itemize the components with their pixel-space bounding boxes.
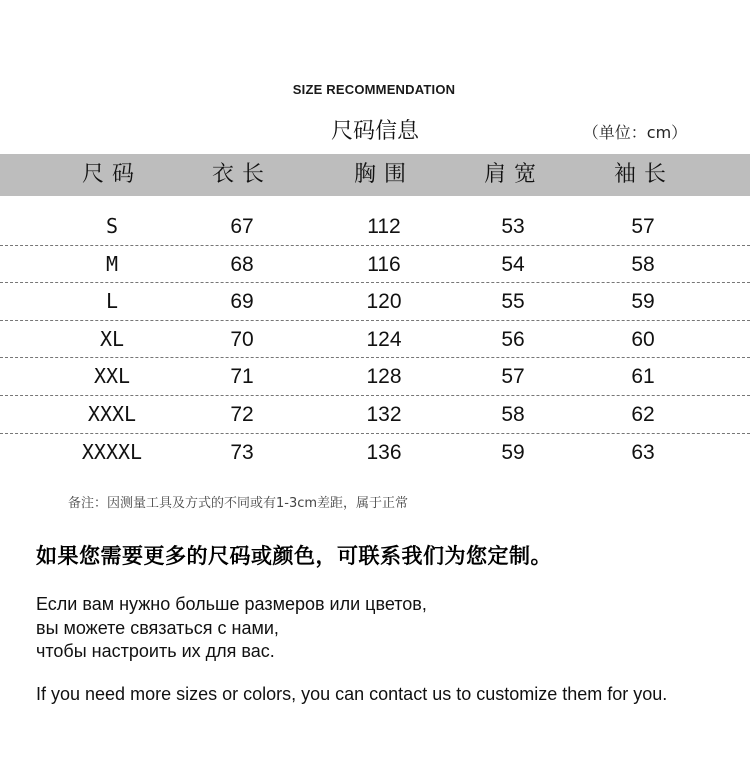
cell-shoulder: 53 bbox=[501, 215, 525, 238]
cell-chest: 120 bbox=[366, 290, 402, 314]
cell-length: 69 bbox=[230, 290, 254, 314]
cell-size: XL bbox=[99, 326, 125, 351]
cell-length: 73 bbox=[230, 440, 254, 464]
english-cta-line: If you need more sizes or colors, you can contact us to customize them for you. bbox=[36, 684, 668, 704]
header-length: 衣长 bbox=[211, 162, 272, 187]
cell-shoulder: 58 bbox=[501, 403, 525, 426]
cell-size: XXL bbox=[93, 364, 131, 389]
cell-size: M bbox=[105, 251, 119, 276]
table-row bbox=[0, 321, 750, 358]
cell-length: 67 bbox=[230, 215, 254, 238]
cell-size: XXXXL bbox=[81, 439, 143, 464]
cell-chest: 124 bbox=[366, 327, 402, 351]
russian-line-2: вы можете связаться с нами, bbox=[36, 618, 279, 638]
cell-chest: 136 bbox=[366, 440, 402, 464]
cell-chest: 112 bbox=[367, 215, 401, 238]
cell-sleeve: 60 bbox=[631, 327, 655, 351]
header-sleeve: 袖长 bbox=[613, 162, 674, 187]
header-size: 尺码 bbox=[81, 162, 142, 187]
cell-length: 71 bbox=[230, 365, 254, 389]
cell-shoulder: 59 bbox=[501, 440, 525, 464]
table-row bbox=[0, 208, 750, 245]
table-row bbox=[0, 246, 750, 283]
cell-shoulder: 57 bbox=[501, 365, 525, 389]
cell-sleeve: 58 bbox=[631, 252, 655, 276]
header-chest: 胸围 bbox=[353, 162, 414, 187]
cell-sleeve: 62 bbox=[631, 403, 655, 426]
cell-shoulder: 54 bbox=[501, 252, 525, 276]
cell-shoulder: 56 bbox=[501, 327, 525, 351]
russian-line-1: Если вам нужно больше размеров или цветов, bbox=[36, 594, 427, 614]
cell-length: 70 bbox=[230, 327, 254, 351]
chinese-title: 尺码信息 bbox=[330, 119, 419, 144]
header-shoulder: 肩宽 bbox=[483, 162, 544, 187]
table-row bbox=[0, 283, 750, 320]
cell-sleeve: 63 bbox=[631, 440, 655, 464]
table-row bbox=[0, 396, 750, 433]
cell-sleeve: 59 bbox=[631, 290, 655, 314]
table-row bbox=[0, 358, 750, 395]
english-title: SIZE RECOMMENDATION bbox=[292, 82, 456, 97]
table-row bbox=[0, 434, 750, 471]
cell-chest: 116 bbox=[367, 252, 401, 276]
cell-length: 68 bbox=[230, 252, 254, 276]
cell-size: S bbox=[105, 214, 119, 238]
cell-sleeve: 61 bbox=[631, 365, 655, 389]
custom-order-cta-cn: 如果您需要更多的尺码或颜色，可联系我们为您定制。 bbox=[36, 544, 552, 568]
cell-length: 72 bbox=[230, 403, 254, 426]
unit-label: （单位：cm） bbox=[582, 123, 688, 142]
cell-size: L bbox=[105, 289, 119, 314]
cell-sleeve: 57 bbox=[631, 215, 655, 238]
measurement-note: 备注：因测量工具及方式的不同或有1-3cm差距，属于正常 bbox=[68, 496, 409, 511]
cell-chest: 132 bbox=[366, 403, 402, 426]
cell-chest: 128 bbox=[366, 365, 402, 389]
cell-shoulder: 55 bbox=[501, 290, 525, 314]
cell-size: XXXL bbox=[87, 402, 137, 426]
russian-line-3: чтобы настроить их для вас. bbox=[36, 641, 275, 661]
